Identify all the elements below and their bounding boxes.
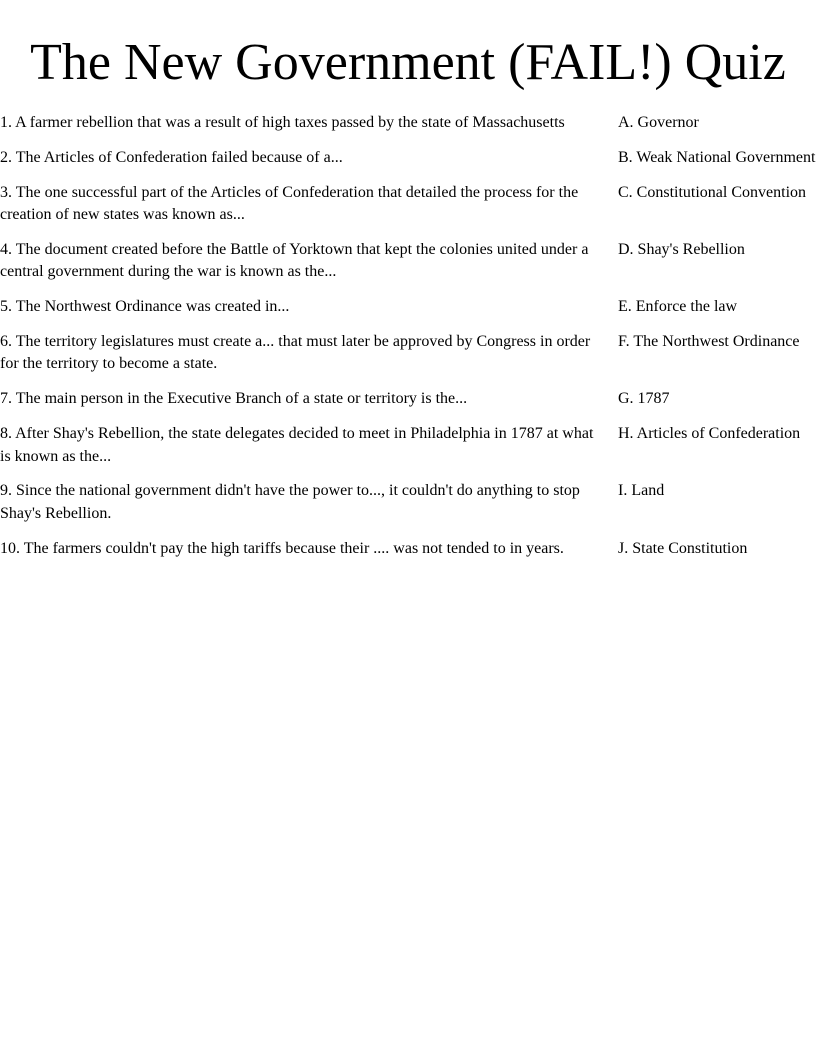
question-text: 2. The Articles of Confederation failed because of a... xyxy=(0,148,343,166)
question-text: 3. The one successful part of the Articles of Confederation that detailed the process for the creation of new states was known as... xyxy=(0,183,579,224)
quiz-row xyxy=(0,388,816,411)
answer-option: A. Governor xyxy=(618,114,699,131)
answer-option: C. Constitutional Convention xyxy=(618,183,807,201)
question-text: 9. Since the national government didn't have the power to..., it couldn't do anything to stop Shay's Rebellion. xyxy=(0,482,580,522)
quiz-row xyxy=(0,296,816,319)
quiz-row xyxy=(0,147,816,170)
question-text: 8. After Shay's Rebellion, the state delegates decided to meet in Philadelphia in 1787 at what is known as the... xyxy=(0,425,594,465)
quiz-row xyxy=(0,538,816,561)
question-text: 1. A farmer rebellion that was a result of high taxes passed by the state of Massachusetts xyxy=(0,114,565,131)
question-text: 7. The main person in the Executive Branch of a state or territory is the... xyxy=(0,390,468,408)
question-text: 5. The Northwest Ordinance was created in... xyxy=(0,298,290,316)
quiz-matching-list xyxy=(0,112,816,572)
quiz-row xyxy=(0,112,816,135)
answer-option: B. Weak National Government xyxy=(618,148,816,166)
answer-option: I. Land xyxy=(618,482,665,500)
page-title: The New Government (FAIL!) Quiz xyxy=(30,34,786,91)
answer-option: E. Enforce the law xyxy=(618,298,738,316)
answer-option: D. Shay's Rebellion xyxy=(618,240,745,258)
question-text: 6. The territory legislatures must create a... that must later be approved by Congress in order for the territory to become a state. xyxy=(0,332,591,373)
quiz-row xyxy=(0,239,816,284)
answer-option: F. The Northwest Ordinance xyxy=(618,332,800,350)
quiz-row xyxy=(0,182,816,227)
answer-option: G. 1787 xyxy=(618,390,670,408)
answer-option: H. Articles of Confederation xyxy=(618,425,801,443)
quiz-row xyxy=(0,423,816,468)
quiz-row xyxy=(0,480,816,525)
quiz-row xyxy=(0,331,816,376)
answer-option: J. State Constitution xyxy=(618,539,748,557)
question-text: 4. The document created before the Battle of Yorktown that kept the colonies united under a central government during the war is known as the... xyxy=(0,240,589,281)
question-text: 10. The farmers couldn't pay the high tariffs because their .... was not tended to in years. xyxy=(0,539,564,557)
